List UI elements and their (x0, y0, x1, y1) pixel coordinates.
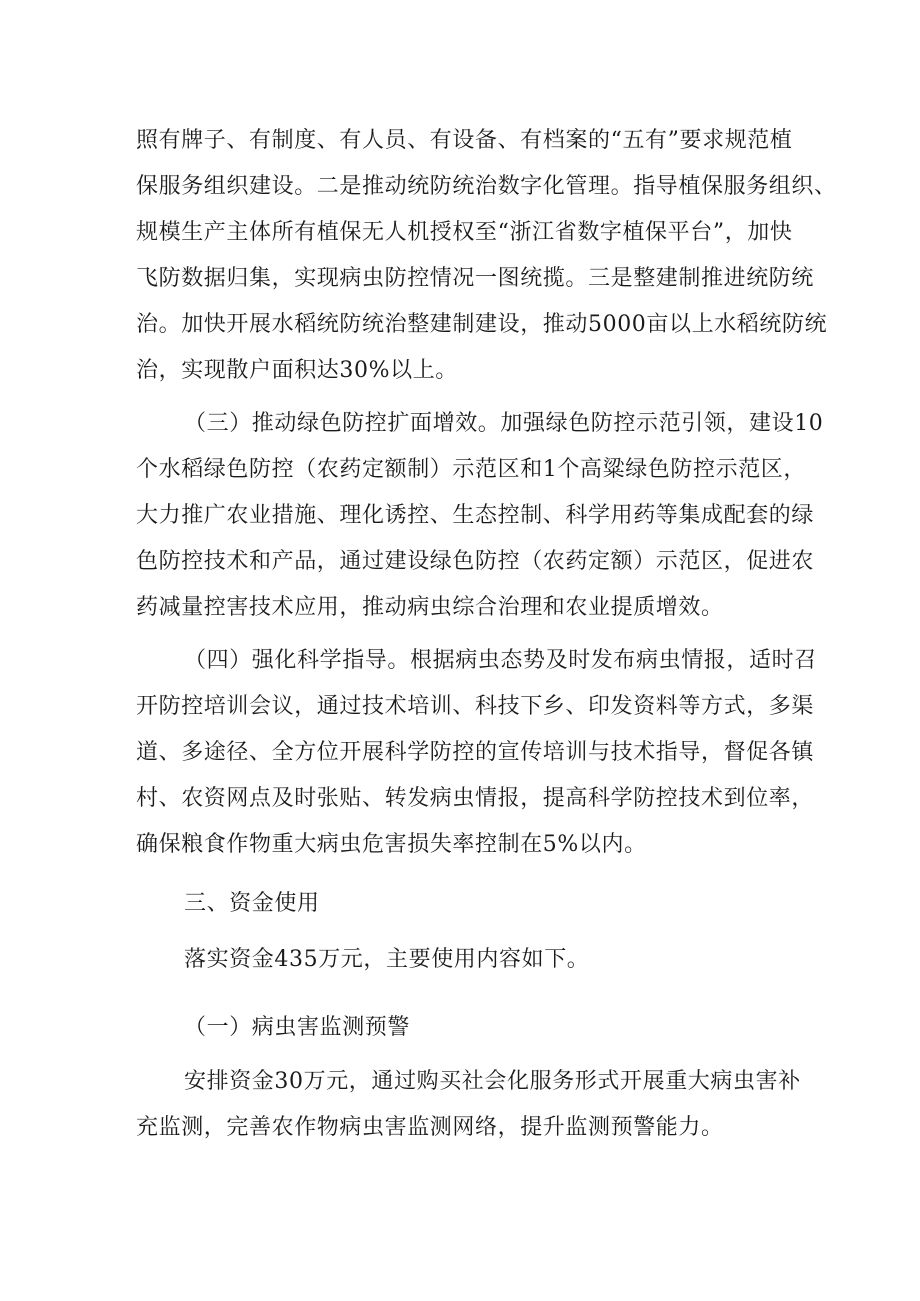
paragraph-line: 治。加快开展水稻统防统治整建制建设，推动5000亩以上水稻统防统 (136, 312, 828, 337)
paragraph-line: （四）强化科学指导。根据病虫态势及时发布病虫情报，适时召 (184, 648, 817, 673)
subheading-monitoring: （一）病虫害监测预警 (184, 1015, 411, 1040)
paragraph-line: 药减量控害技术应用，推动病虫综合治理和农业提质增效。 (136, 595, 724, 620)
section-heading: 三、资金使用 (184, 891, 320, 916)
paragraph-line: 飞防数据归集，实现病虫防控情况一图统揽。三是整建制推进统防统 (136, 266, 815, 291)
paragraph-line: 安排资金30万元，通过购买社会化服务形式开展重大病虫害补 (184, 1069, 801, 1094)
paragraph-line: 个水稻绿色防控（农药定额制）示范区和1个高粱绿色防控示范区， (136, 457, 806, 482)
funding-intro: 落实资金435万元，主要使用内容如下。 (184, 947, 590, 972)
paragraph-line: 道、多途径、全方位开展科学防控的宣传培训与技术指导，督促各镇 (136, 740, 815, 765)
paragraph-line: 充监测，完善农作物病虫害监测网络，提升监测预警能力。 (136, 1115, 724, 1140)
paragraph-line: 照有牌子、有制度、有人员、有设备、有档案的“五有”要求规范植 (136, 128, 793, 153)
paragraph-line: 规模生产主体所有植保无人机授权至“浙江省数字植保平台”，加快 (136, 220, 793, 245)
paragraph-line: 开防控培训会议，通过技术培训、科技下乡、印发资料等方式，多渠 (136, 694, 815, 719)
paragraph-line: 保服务组织建设。二是推动统防统治数字化管理。指导植保服务组织、 (136, 174, 837, 199)
paragraph-line: 大力推广农业措施、理化诱控、生态控制、科学用药等集成配套的绿 (136, 503, 815, 528)
paragraph-line: 村、农资网点及时张贴、转发病虫情报，提高科学防控技术到位率， (136, 786, 815, 811)
paragraph-line: 治，实现散户面积达30%以上。 (136, 358, 458, 383)
paragraph-line: （三）推动绿色防控扩面增效。加强绿色防控示范引领，建设10 (184, 411, 824, 436)
paragraph-line: 色防控技术和产品，通过建设绿色防控（农药定额）示范区，促进农 (136, 549, 815, 574)
paragraph-line: 确保粮食作物重大病虫危害损失率控制在5%以内。 (136, 832, 647, 857)
